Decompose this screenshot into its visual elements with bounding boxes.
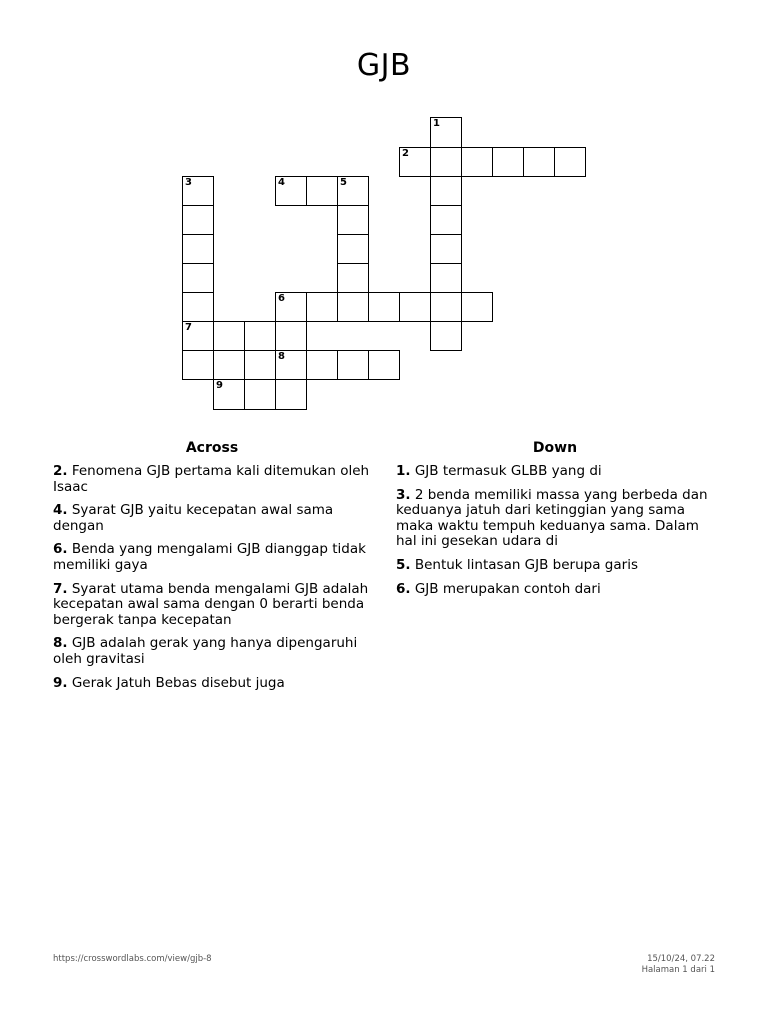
grid-cell[interactable] — [554, 147, 586, 177]
clue-num: 8. — [53, 635, 68, 652]
grid-cell[interactable] — [275, 176, 307, 206]
clue-number: 4 — [278, 177, 285, 188]
grid-cell[interactable] — [430, 292, 462, 322]
clue-item — [53, 503, 371, 534]
clue-number: 2 — [402, 148, 409, 159]
clue-num: 6. — [396, 580, 411, 597]
grid-cell[interactable] — [337, 350, 369, 380]
clue-item — [53, 464, 371, 495]
clue-number: 3 — [185, 177, 192, 188]
grid-cell[interactable] — [430, 176, 462, 206]
grid-cell[interactable] — [430, 147, 462, 177]
down-clues — [396, 440, 714, 605]
clue-num: 9. — [53, 674, 68, 691]
clue-num: 4. — [53, 502, 68, 519]
clue-text: Benda yang mengalami GJB dianggap tidak memiliki gaya — [53, 541, 366, 573]
grid-cell[interactable] — [213, 321, 245, 351]
grid-cell[interactable] — [182, 321, 214, 351]
down-heading: Down — [532, 440, 578, 456]
grid-cell[interactable] — [275, 292, 307, 322]
grid-cell[interactable] — [275, 350, 307, 380]
grid-cell[interactable] — [337, 263, 369, 293]
grid-cell[interactable] — [337, 234, 369, 264]
grid-cell[interactable] — [399, 147, 431, 177]
grid-cell[interactable] — [306, 350, 338, 380]
clue-item — [396, 558, 714, 574]
grid-cell[interactable] — [213, 350, 245, 380]
clue-number: 6 — [278, 293, 285, 304]
clue-number: 9 — [216, 380, 223, 391]
footer-page: Halaman 1 dari 1 — [641, 965, 715, 975]
clue-number: 5 — [340, 177, 347, 188]
clue-text: GJB adalah gerak yang hanya dipengaruhi oleh gravitasi — [53, 635, 358, 667]
clue-text: GJB merupakan contoh dari — [414, 580, 601, 597]
grid-cell[interactable] — [182, 234, 214, 264]
clue-text: 2 benda memiliki massa yang berbeda dan keduanya jatuh dari ketinggian yang sama maka waktu tempuh keduanya sama. Dalam hal ini gesekan udara di — [396, 486, 708, 550]
grid-cell[interactable] — [275, 379, 307, 410]
clue-num: 5. — [396, 556, 411, 573]
grid-cell[interactable] — [337, 176, 369, 206]
footer-url[interactable]: https://crosswordlabs.com/view/gjb-8 — [53, 954, 212, 964]
grid-cell[interactable] — [244, 321, 276, 351]
clue-number: 8 — [278, 351, 285, 362]
clue-item — [53, 676, 371, 692]
clue-num: 6. — [53, 541, 68, 558]
clue-num: 7. — [53, 580, 68, 597]
across-heading: Across — [185, 440, 239, 456]
clue-text: Bentuk lintasan GJB berupa garis — [414, 556, 638, 573]
grid-cell[interactable] — [182, 176, 214, 206]
grid-cell[interactable] — [461, 292, 493, 322]
clue-number: 1 — [433, 118, 440, 129]
clue-item — [396, 488, 714, 550]
page-title: GJB — [356, 48, 412, 83]
clue-text: Syarat GJB yaitu kecepatan awal sama dengan — [53, 502, 334, 534]
grid-cell[interactable] — [430, 321, 462, 351]
grid-cell[interactable] — [461, 147, 493, 177]
grid-cell[interactable] — [182, 205, 214, 235]
clue-text: Gerak Jatuh Bebas disebut juga — [71, 674, 285, 691]
grid-cell[interactable] — [182, 292, 214, 322]
grid-cell[interactable] — [492, 147, 524, 177]
grid-cell[interactable] — [430, 263, 462, 293]
grid-cell[interactable] — [337, 205, 369, 235]
grid-cell[interactable] — [337, 292, 369, 322]
grid-cell[interactable] — [213, 379, 245, 410]
clue-text: Syarat utama benda mengalami GJB adalah kecepatan awal sama dengan 0 berarti benda bergerak tanpa kecepatan — [53, 580, 369, 628]
clue-item — [53, 636, 371, 667]
grid-cell[interactable] — [523, 147, 555, 177]
clue-item — [396, 464, 714, 480]
grid-cell[interactable] — [306, 292, 338, 322]
grid-cell[interactable] — [182, 350, 214, 380]
grid-cell[interactable] — [244, 379, 276, 410]
footer-meta — [642, 954, 715, 976]
clue-text: Fenomena GJB pertama kali ditemukan oleh Isaac — [53, 463, 370, 495]
grid-cell[interactable] — [430, 117, 462, 148]
grid-cell[interactable] — [182, 263, 214, 293]
grid-cell[interactable] — [368, 292, 400, 322]
grid-cell[interactable] — [399, 292, 431, 322]
clue-num: 3. — [396, 486, 411, 503]
grid-cell[interactable] — [430, 205, 462, 235]
clue-num: 2. — [53, 463, 68, 479]
across-clues — [53, 440, 371, 699]
clue-item — [396, 582, 714, 598]
grid-cell[interactable] — [244, 350, 276, 380]
footer-datetime: 15/10/24, 07.22 — [647, 954, 715, 964]
clue-num: 1. — [396, 463, 411, 479]
grid-cell[interactable] — [430, 234, 462, 264]
grid-cell[interactable] — [275, 321, 307, 351]
clue-item — [53, 542, 371, 573]
grid-cell[interactable] — [306, 176, 338, 206]
clue-item — [53, 582, 371, 629]
clue-text: GJB termasuk GLBB yang di — [414, 463, 602, 479]
clue-number: 7 — [185, 322, 192, 333]
grid-cell[interactable] — [368, 350, 400, 380]
